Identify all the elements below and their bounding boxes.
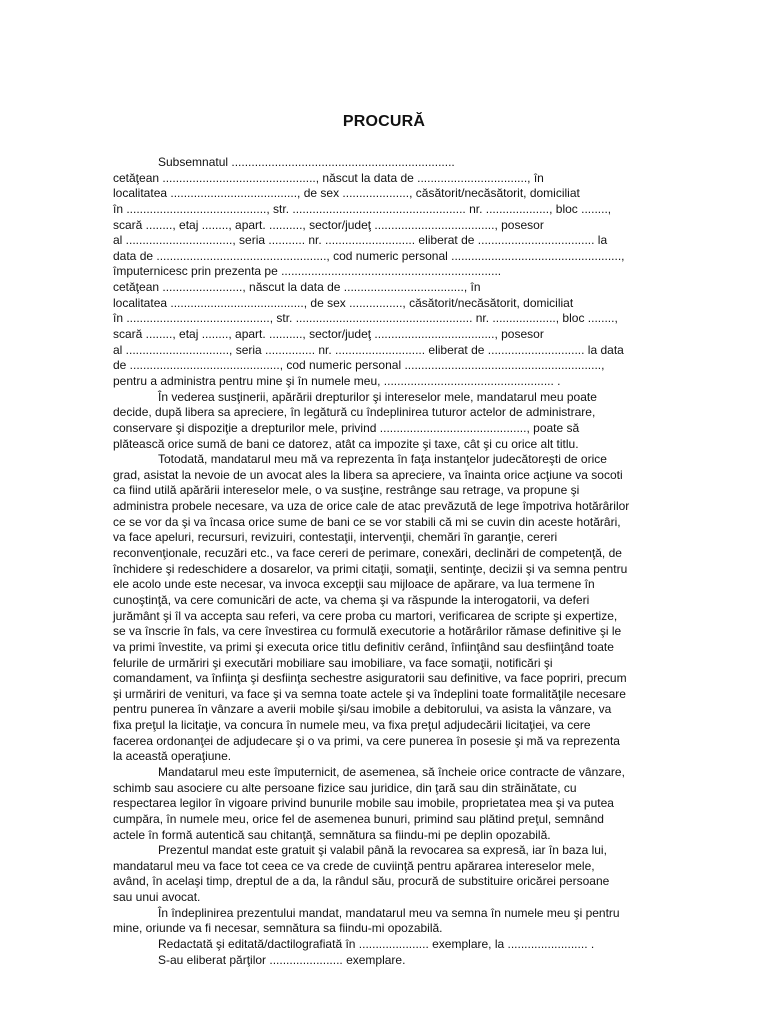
document-line: şi urmăriri de venituri, va face şi va semna toate actele şi va îndeplini toate formalităţile necesare <box>113 686 626 701</box>
document-line: Prezentul mandat este gratuit şi valabil până la revocarea sa expresă, iar în baza lui, <box>158 843 607 858</box>
document-body <box>113 155 658 968</box>
document-line: grad, asistat la nevoie de un avocat ales la libera sa apreciere, va înainta orice acţiune va socoti <box>113 467 623 482</box>
document-line: cumpăra, în numele meu, orice fel de asemenea bunuri, primind sau plătind preţul, semnând <box>113 811 604 826</box>
document-line: administra probele necesare, va uza de orice cale de atac prevăzută de lege împotriva hotărârilor <box>113 499 630 514</box>
document-line: data de ..................................................., cod numeric personal ..................................................., <box>113 248 625 263</box>
document-line: în .........................................., str. .................................................... nr. ..................., bloc ........, <box>113 201 612 216</box>
document-line: reconvenţionale, recuzări etc., va face cereri de perimare, conexări, declinări de competenţă, de <box>113 546 622 561</box>
document-line: actele în formă autentică sau chitanţă, semnătura sa fiindu-mi pe deplin opozabilă. <box>113 827 551 842</box>
document-line: cetăţean .............................................., născut la data de ................................., în <box>113 170 544 185</box>
document-line: împuternicesc prin prezenta pe .................................................................. <box>113 264 502 279</box>
document-line: Subsemnatul ................................................................... <box>158 155 455 169</box>
document-line: localitatea ........................................, de sex ................, căsătorit/necăsătorit, domiciliat <box>113 295 574 310</box>
document-line: jurământ şi îl va accepta sau referi, va cere proba cu martori, verificarea de scripte şi expertize, <box>113 608 618 623</box>
document-line: cunoştinţă, va cere comunicări de acte, va chema şi va răspunde la interogatorii, va deferi <box>113 592 590 607</box>
document-line: mandatarul meu va face tot ceea ce va crede de cuviinţă pentru apărarea intereselor mele, <box>113 858 595 873</box>
document-line: la această operaţiune. <box>113 749 232 764</box>
document-line: localitatea ......................................, de sex ...................., căsătorit/necăsătorit, domiciliat <box>113 186 580 201</box>
document-line: S-au eliberat părţilor ...................... exemplare. <box>158 952 406 967</box>
document-line: Redactată şi editată/dactilografiată în ..................... exemplare, la ........................ . <box>158 937 595 952</box>
document-line: fixa preţul la licitaţie, va concura în numele meu, va fixa preţul adjudecării licitaţiei, va cere <box>113 718 591 733</box>
document-line: ca fiind utilă apărării intereselor mele, o va susţine, restrânge sau retrage, va propune şi <box>113 483 580 498</box>
document-line: conservare şi dispoziţie a drepturilor mele, privind ............................................, poate să <box>113 420 580 435</box>
document-line: închidere şi redeschidere a dosarelor, va primi citaţii, somaţii, sentinţe, decizii şi va semna pentru <box>113 561 628 576</box>
document-line: facerea ordonanţei de adjudecare şi o va primi, va cere punerea în posesie şi mă va reprezenta <box>113 733 620 748</box>
document-line: cetăţean ........................, născut la data de ...................................., în <box>113 280 481 295</box>
document-line: respectarea legilor în vigoare privind bunurile mobile sau imobile, proprietatea mea şi va putea <box>113 796 614 811</box>
document-line: ce se vor da şi va încasa orice sume de bani ce se vor stabili că mi se cuvin din aceste hotărâri, <box>113 514 621 529</box>
document-line: felurile de urmăriri şi executări mobiliare sau imobiliare, va face somaţii, notificări şi <box>113 655 553 670</box>
document-line: pentru a administra pentru mine şi în numele meu, ................................................... . <box>113 373 561 388</box>
document-line: având, în acelaşi timp, dreptul de a da, la rândul său, procură de substituire oricărei persoane <box>113 874 610 889</box>
document-line: al ................................, seria ........... nr. ........................... eliberat de ................................... la <box>113 233 608 248</box>
document-line: se va înscrie în fals, va cere învestirea cu formulă executorie a hotărârilor rămase definitive şi le <box>113 624 622 639</box>
document-line: Totodată, mandatarul meu mă va reprezenta în faţa instanţelor judecătoreşti de orice <box>158 452 607 467</box>
document-line: Mandatarul meu este împuternicit, de asemenea, să încheie orice contracte de vânzare, <box>158 764 625 779</box>
document-line: al ..............................., seria ............... nr. ........................... eliberat de ............................. la data <box>113 342 624 357</box>
document-line: în ..........................................., str. ..................................................... nr. ..................., bloc ........, <box>113 311 618 326</box>
document-line: schimb sau asociere cu alte persoane fizice sau juridice, din ţară sau din străinătate, cu <box>113 780 577 795</box>
document-line: ele acolo unde este necesar, va invoca excepţii sau mijloace de apărare, va lua termene în <box>113 577 595 592</box>
document-line: mine, oriunde va fi necesar, semnătura sa fiindu-mi opozabilă. <box>113 921 443 936</box>
document-line: plătească orice sumă de bani ce datorez, atât ca impozite şi taxe, cât şi cu orice alt titlu. <box>113 436 579 451</box>
document-line: pentru punerea în vânzare a averii mobile şi/sau imobile a debitorului, va asista la vânzare, va <box>113 702 612 717</box>
document-line: În vederea susţinerii, apărării drepturilor şi intereselor mele, mandatarul meu poate <box>158 389 597 404</box>
document-line: va face apeluri, recursuri, revizuiri, contestaţii, intervenţii, chemări în garanţie, cereri <box>113 530 558 545</box>
document-line: decide, după libera sa apreciere, în legătură cu îndeplinirea tuturor actelor de administrare, <box>113 405 596 420</box>
document-line: sau unui avocat. <box>113 890 201 905</box>
document-line: scară ........, etaj ........, apart. .........., sector/judeţ ...................................., posesor <box>113 217 544 232</box>
document-line: de ............................................., cod numeric personal ..........................................................., <box>113 358 605 373</box>
document-line: scară ........, etaj ........, apart. .........., sector/judeţ ...................................., posesor <box>113 327 544 342</box>
document-line: va primi învestite, va primi şi executa orice titlu definitiv cerând, înfiinţând sau desfiinţând toate <box>113 639 614 654</box>
document-title: PROCURĂ <box>342 113 426 130</box>
document-line: comandament, va înfiinţa şi desfiinţa sechestre asiguratorii sau definitive, va face popriri, precum <box>113 671 627 686</box>
document-line: În îndeplinirea prezentului mandat, mandatarul meu va semna în numele meu şi pentru <box>158 905 620 920</box>
